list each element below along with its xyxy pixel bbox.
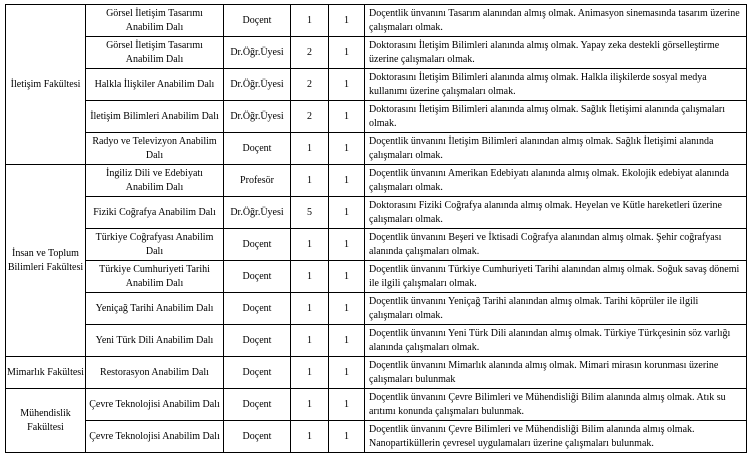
description-cell: Doçentlik ünvanını Çevre Bilimleri ve Mühendisliği Bilim alanında almış olmak. Atık su arıtımı konunda çalışmaları bulunmak. xyxy=(365,389,747,421)
faculty-cell: İletişim Fakültesi xyxy=(6,5,86,165)
count-cell: 1 xyxy=(329,229,365,261)
count-cell: 1 xyxy=(329,421,365,453)
table-row xyxy=(6,421,747,453)
table-row xyxy=(6,325,747,357)
title-cell: Dr.Öğr.Üyesi xyxy=(224,37,291,69)
faculty-cell: Mühendislik Fakültesi xyxy=(6,389,86,453)
quota-cell: 1 xyxy=(291,421,329,453)
department-cell: Görsel İletişim Tasarımı Anabilim Dalı xyxy=(86,37,224,69)
quota-cell: 1 xyxy=(291,229,329,261)
quota-cell: 1 xyxy=(291,293,329,325)
count-cell: 1 xyxy=(329,293,365,325)
table-row xyxy=(6,165,747,197)
description-cell: Doktorasını Fiziki Coğrafya alanında almış olmak. Heyelan ve Kütle hareketleri üzerine çalışmaları olmak. xyxy=(365,197,747,229)
description-cell: Doçentlik ünvanını Mimarlık alanında almış olmak. Mimari mirasın korunması üzerine çalışmaları bulunmak xyxy=(365,357,747,389)
count-cell: 1 xyxy=(329,197,365,229)
department-cell: Fiziki Coğrafya Anabilim Dalı xyxy=(86,197,224,229)
description-cell: Doçentlik ünvanını Çevre Bilimleri ve Mühendisliği Bilim alanında almış olmak. Nanopartiküllerin çevresel uygulamaları üzerine çalışmaları bulunmak. xyxy=(365,421,747,453)
count-cell: 1 xyxy=(329,357,365,389)
count-cell: 1 xyxy=(329,101,365,133)
description-cell: Doçentlik ünvanını Amerikan Edebiyatı alanında almış olmak. Ekolojik edebiyat alanında çalışmaları olmak. xyxy=(365,165,747,197)
title-cell: Doçent xyxy=(224,5,291,37)
title-cell: Doçent xyxy=(224,261,291,293)
quota-cell: 1 xyxy=(291,133,329,165)
quota-cell: 1 xyxy=(291,261,329,293)
title-cell: Dr.Öğr.Üyesi xyxy=(224,197,291,229)
count-cell: 1 xyxy=(329,133,365,165)
title-cell: Doçent xyxy=(224,421,291,453)
department-cell: Yeni Türk Dili Anabilim Dalı xyxy=(86,325,224,357)
table-body xyxy=(6,5,747,453)
quota-cell: 2 xyxy=(291,101,329,133)
title-cell: Doçent xyxy=(224,389,291,421)
faculty-cell: Mimarlık Fakültesi xyxy=(6,357,86,389)
description-cell: Doçentlik ünvanını Yeniçağ Tarihi alanından almış olmak. Tarihi köprüler ile ilgili çalışmaları olmak. xyxy=(365,293,747,325)
quota-cell: 1 xyxy=(291,165,329,197)
description-cell: Doçentlik ünvanını İletişim Bilimleri alanından almış olmak. Sağlık İletişimi alanında çalışmaları olmak. xyxy=(365,133,747,165)
table-row xyxy=(6,101,747,133)
table-row xyxy=(6,389,747,421)
quota-cell: 2 xyxy=(291,37,329,69)
title-cell: Doçent xyxy=(224,357,291,389)
department-cell: Türkiye Cumhuriyeti Tarihi Anabilim Dalı xyxy=(86,261,224,293)
recruitment-table xyxy=(5,4,747,453)
quota-cell: 1 xyxy=(291,325,329,357)
description-cell: Doktorasını İletişim Bilimleri alanında almış olmak. Sağlık İletişimi alanında çalışmaları olmak. xyxy=(365,101,747,133)
department-cell: Görsel İletişim Tasarımı Anabilim Dalı xyxy=(86,5,224,37)
description-cell: Doçentlik ünvanını Yeni Türk Dili alanından almış olmak. Türkiye Türkçesinin söz varlığı alanında çalışmaları olmak. xyxy=(365,325,747,357)
count-cell: 1 xyxy=(329,261,365,293)
table-row xyxy=(6,293,747,325)
department-cell: Yeniçağ Tarihi Anabilim Dalı xyxy=(86,293,224,325)
quota-cell: 2 xyxy=(291,69,329,101)
title-cell: Doçent xyxy=(224,229,291,261)
table-row xyxy=(6,197,747,229)
table-row xyxy=(6,261,747,293)
table-row xyxy=(6,5,747,37)
quota-cell: 1 xyxy=(291,357,329,389)
department-cell: Çevre Teknolojisi Anabilim Dalı xyxy=(86,421,224,453)
table-row xyxy=(6,133,747,165)
count-cell: 1 xyxy=(329,5,365,37)
quota-cell: 1 xyxy=(291,5,329,37)
department-cell: İletişim Bilimleri Anabilim Dalı xyxy=(86,101,224,133)
count-cell: 1 xyxy=(329,37,365,69)
description-cell: Doktorasını İletişim Bilimleri alanında almış olmak. Yapay zeka destekli görselleştirme üzerine çalışmaları olmak. xyxy=(365,37,747,69)
description-cell: Doçentlik ünvanını Beşeri ve İktisadi Coğrafya alanından almış olmak. Şehir coğrafyası alanında çalışmaları olmak. xyxy=(365,229,747,261)
count-cell: 1 xyxy=(329,389,365,421)
title-cell: Doçent xyxy=(224,293,291,325)
count-cell: 1 xyxy=(329,325,365,357)
department-cell: İngiliz Dili ve Edebiyatı Anabilim Dalı xyxy=(86,165,224,197)
title-cell: Dr.Öğr.Üyesi xyxy=(224,69,291,101)
table-row xyxy=(6,37,747,69)
title-cell: Doçent xyxy=(224,325,291,357)
table-row xyxy=(6,357,747,389)
description-cell: Doktorasını İletişim Bilimleri alanında almış olmak. Halkla ilişkilerde sosyal medya kullanımı üzerine çalışmaları olmak. xyxy=(365,69,747,101)
quota-cell: 1 xyxy=(291,389,329,421)
title-cell: Dr.Öğr.Üyesi xyxy=(224,101,291,133)
title-cell: Doçent xyxy=(224,133,291,165)
count-cell: 1 xyxy=(329,165,365,197)
table-row xyxy=(6,69,747,101)
title-cell: Profesör xyxy=(224,165,291,197)
description-cell: Doçentlik ünvanını Türkiye Cumhuriyeti Tarihi alanından almış olmak. Soğuk savaş dönemi ile ilgili çalışmaları olmak. xyxy=(365,261,747,293)
table-row xyxy=(6,229,747,261)
department-cell: Türkiye Coğrafyası Anabilim Dalı xyxy=(86,229,224,261)
department-cell: Çevre Teknolojisi Anabilim Dalı xyxy=(86,389,224,421)
department-cell: Radyo ve Televizyon Anabilim Dalı xyxy=(86,133,224,165)
quota-cell: 5 xyxy=(291,197,329,229)
description-cell: Doçentlik ünvanını Tasarım alanından almış olmak. Animasyon sinemasında tasarım üzerine çalışmaları olmak. xyxy=(365,5,747,37)
department-cell: Halkla İlişkiler Anabilim Dalı xyxy=(86,69,224,101)
count-cell: 1 xyxy=(329,69,365,101)
department-cell: Restorasyon Anabilim Dalı xyxy=(86,357,224,389)
faculty-cell: İnsan ve Toplum Bilimleri Fakültesi xyxy=(6,165,86,357)
